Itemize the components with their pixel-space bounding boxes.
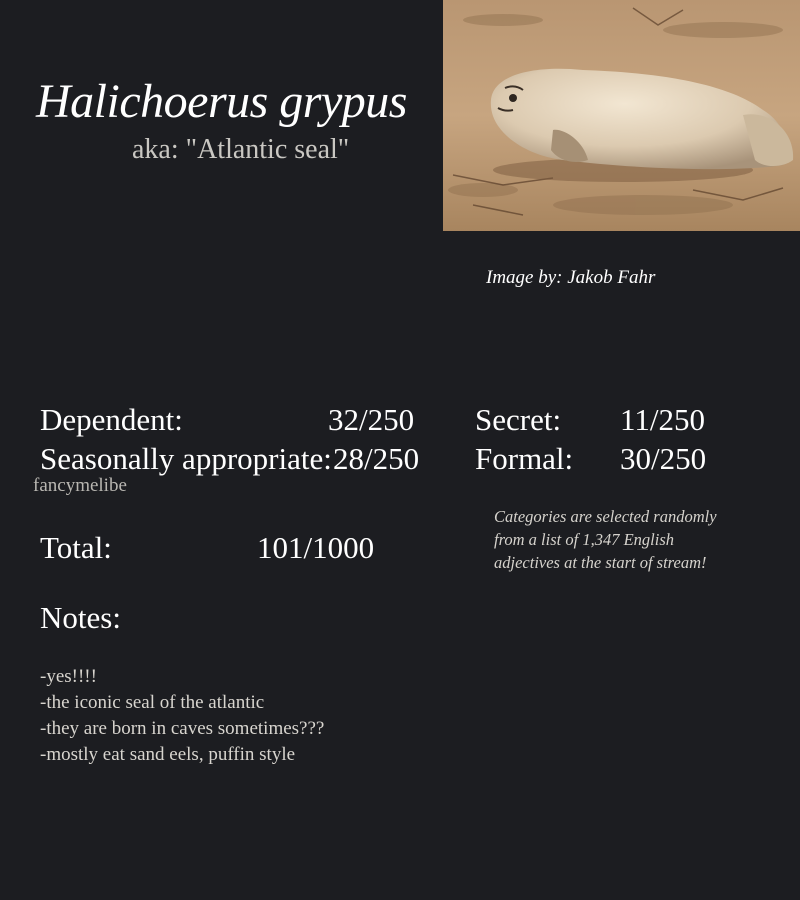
- total-score: 101/1000: [257, 530, 375, 565]
- species-common-name: aka: "Atlantic seal": [132, 134, 350, 165]
- species-scientific-name: Halichoerus grypus: [36, 75, 407, 128]
- dependent-score: 32/250: [328, 402, 415, 437]
- formal-label: Formal:: [475, 441, 574, 476]
- notes-list: [40, 664, 324, 768]
- total-label: Total:: [40, 530, 112, 565]
- seal-photo: [443, 0, 800, 231]
- username: fancymelibe: [33, 475, 127, 496]
- note-item: -mostly eat sand eels, puffin style: [40, 744, 296, 765]
- seasonal-label: Seasonally appropriate:: [40, 441, 332, 476]
- note-item: -they are born in caves sometimes???: [40, 718, 325, 739]
- photo-credit: Image by: Jakob Fahr: [486, 267, 656, 288]
- note-item: -yes!!!!: [40, 666, 97, 687]
- formal-score: 30/250: [620, 441, 707, 476]
- note-item: -the iconic seal of the atlantic: [40, 692, 265, 713]
- notes-heading: Notes:: [40, 600, 121, 635]
- secret-score: 11/250: [620, 402, 705, 437]
- seasonal-score: 28/250: [333, 441, 420, 476]
- secret-label: Secret:: [475, 402, 562, 437]
- categories-note: Categories are selected randomly from a list of 1,347 English adjectives at the start of stream!: [494, 507, 717, 572]
- dependent-label: Dependent:: [40, 402, 183, 437]
